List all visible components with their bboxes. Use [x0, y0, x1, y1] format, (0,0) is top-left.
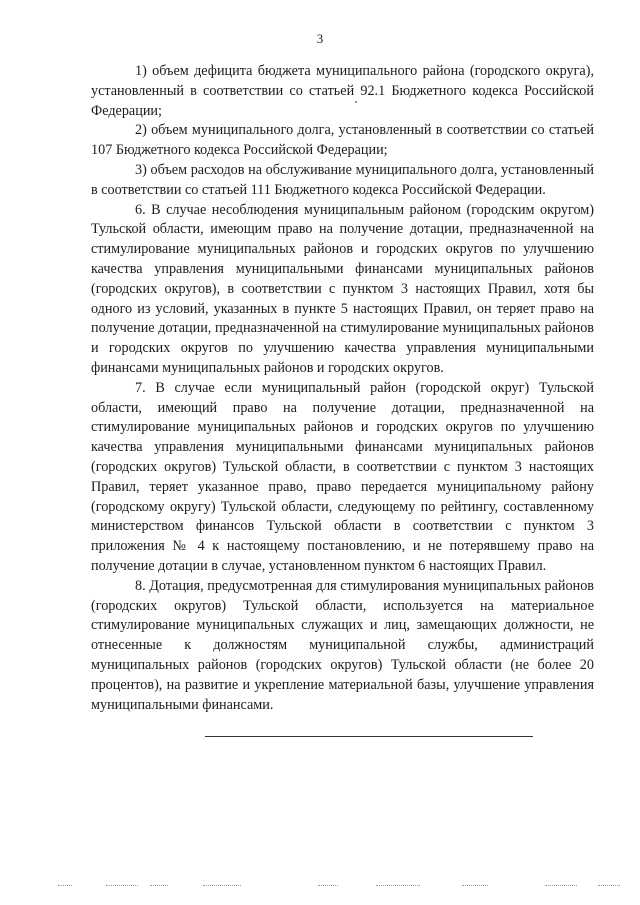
paragraph-item-3: 3) объем расходов на обслуживание муниципального долга, установленный в соответствии со статьей 111 Бюджетного кодекса Российской Федерации.: [91, 161, 594, 198]
document-body: [91, 62, 594, 715]
scan-artifact-marks: [0, 885, 640, 891]
paragraph-section-7: 7. В случае если муниципальный район (городской округ) Тульской области, имеющий право на получение дотации, предназначенной на стимулирование муниципальных районов и городских округов по улучшению качества управления муниципальными финансами муниципальных районов (городских округов) Тульской области, в соответствии с пунктом 3 настоящих Правил, теряет указанное право, право передается муниципальному району (городскому округу) Тульской области, следующему по рейтингу, составленному министерством финансов Тульской области в соответствии с пунктом 3 приложения № 4 к настоящему постановлению, и не потерявшему право на получение дотации в случае, установленном пунктом 6 настоящих Правил.: [91, 379, 594, 574]
document-end-line: [205, 736, 533, 737]
paragraph-section-6: 6. В случае несоблюдения муниципальным районом (городским округом) Тульской области, имеющим право на получение дотации, предназначенной на стимулирование муниципальных районов и городских округов по улучшению качества управления муниципальными финансами муниципальных районов (городских округов), в соответствии с пунктом 3 настоящих Правил, хотя бы одного из условий, указанных в пункте 5 настоящих Правил, он теряет право на получение дотации, предназначенной на стимулирование муниципальных районов и городских округов по улучшению качества управления муниципальными финансами муниципальных районов и городских округов.: [91, 201, 594, 376]
paragraph-item-1: 1) объем дефицита бюджета муниципального района (городского округа), установленный в соответствии со статьей 92.1 Бюджетного кодекса Российской Федерации;: [91, 63, 594, 119]
paragraph-item-2: 2) объем муниципального долга, установленный в соответствии со статьей 107 Бюджетного кодекса Российской Федерации;: [91, 122, 594, 159]
paragraph-section-8: 8. Дотация, предусмотренная для стимулирования муниципальных районов (городских округов) Тульской области, используется на материальное стимулирование муниципальных служащих и лиц, замещающих должности, не отнесенные к должностям муниципальной службы, администраций муниципальных районов (городских округов) Тульской области (не более 20 процентов), на развитие и укрепление материальной базы, улучшение управления муниципальными финансами.: [91, 577, 594, 713]
page-number: 3: [316, 31, 324, 46]
